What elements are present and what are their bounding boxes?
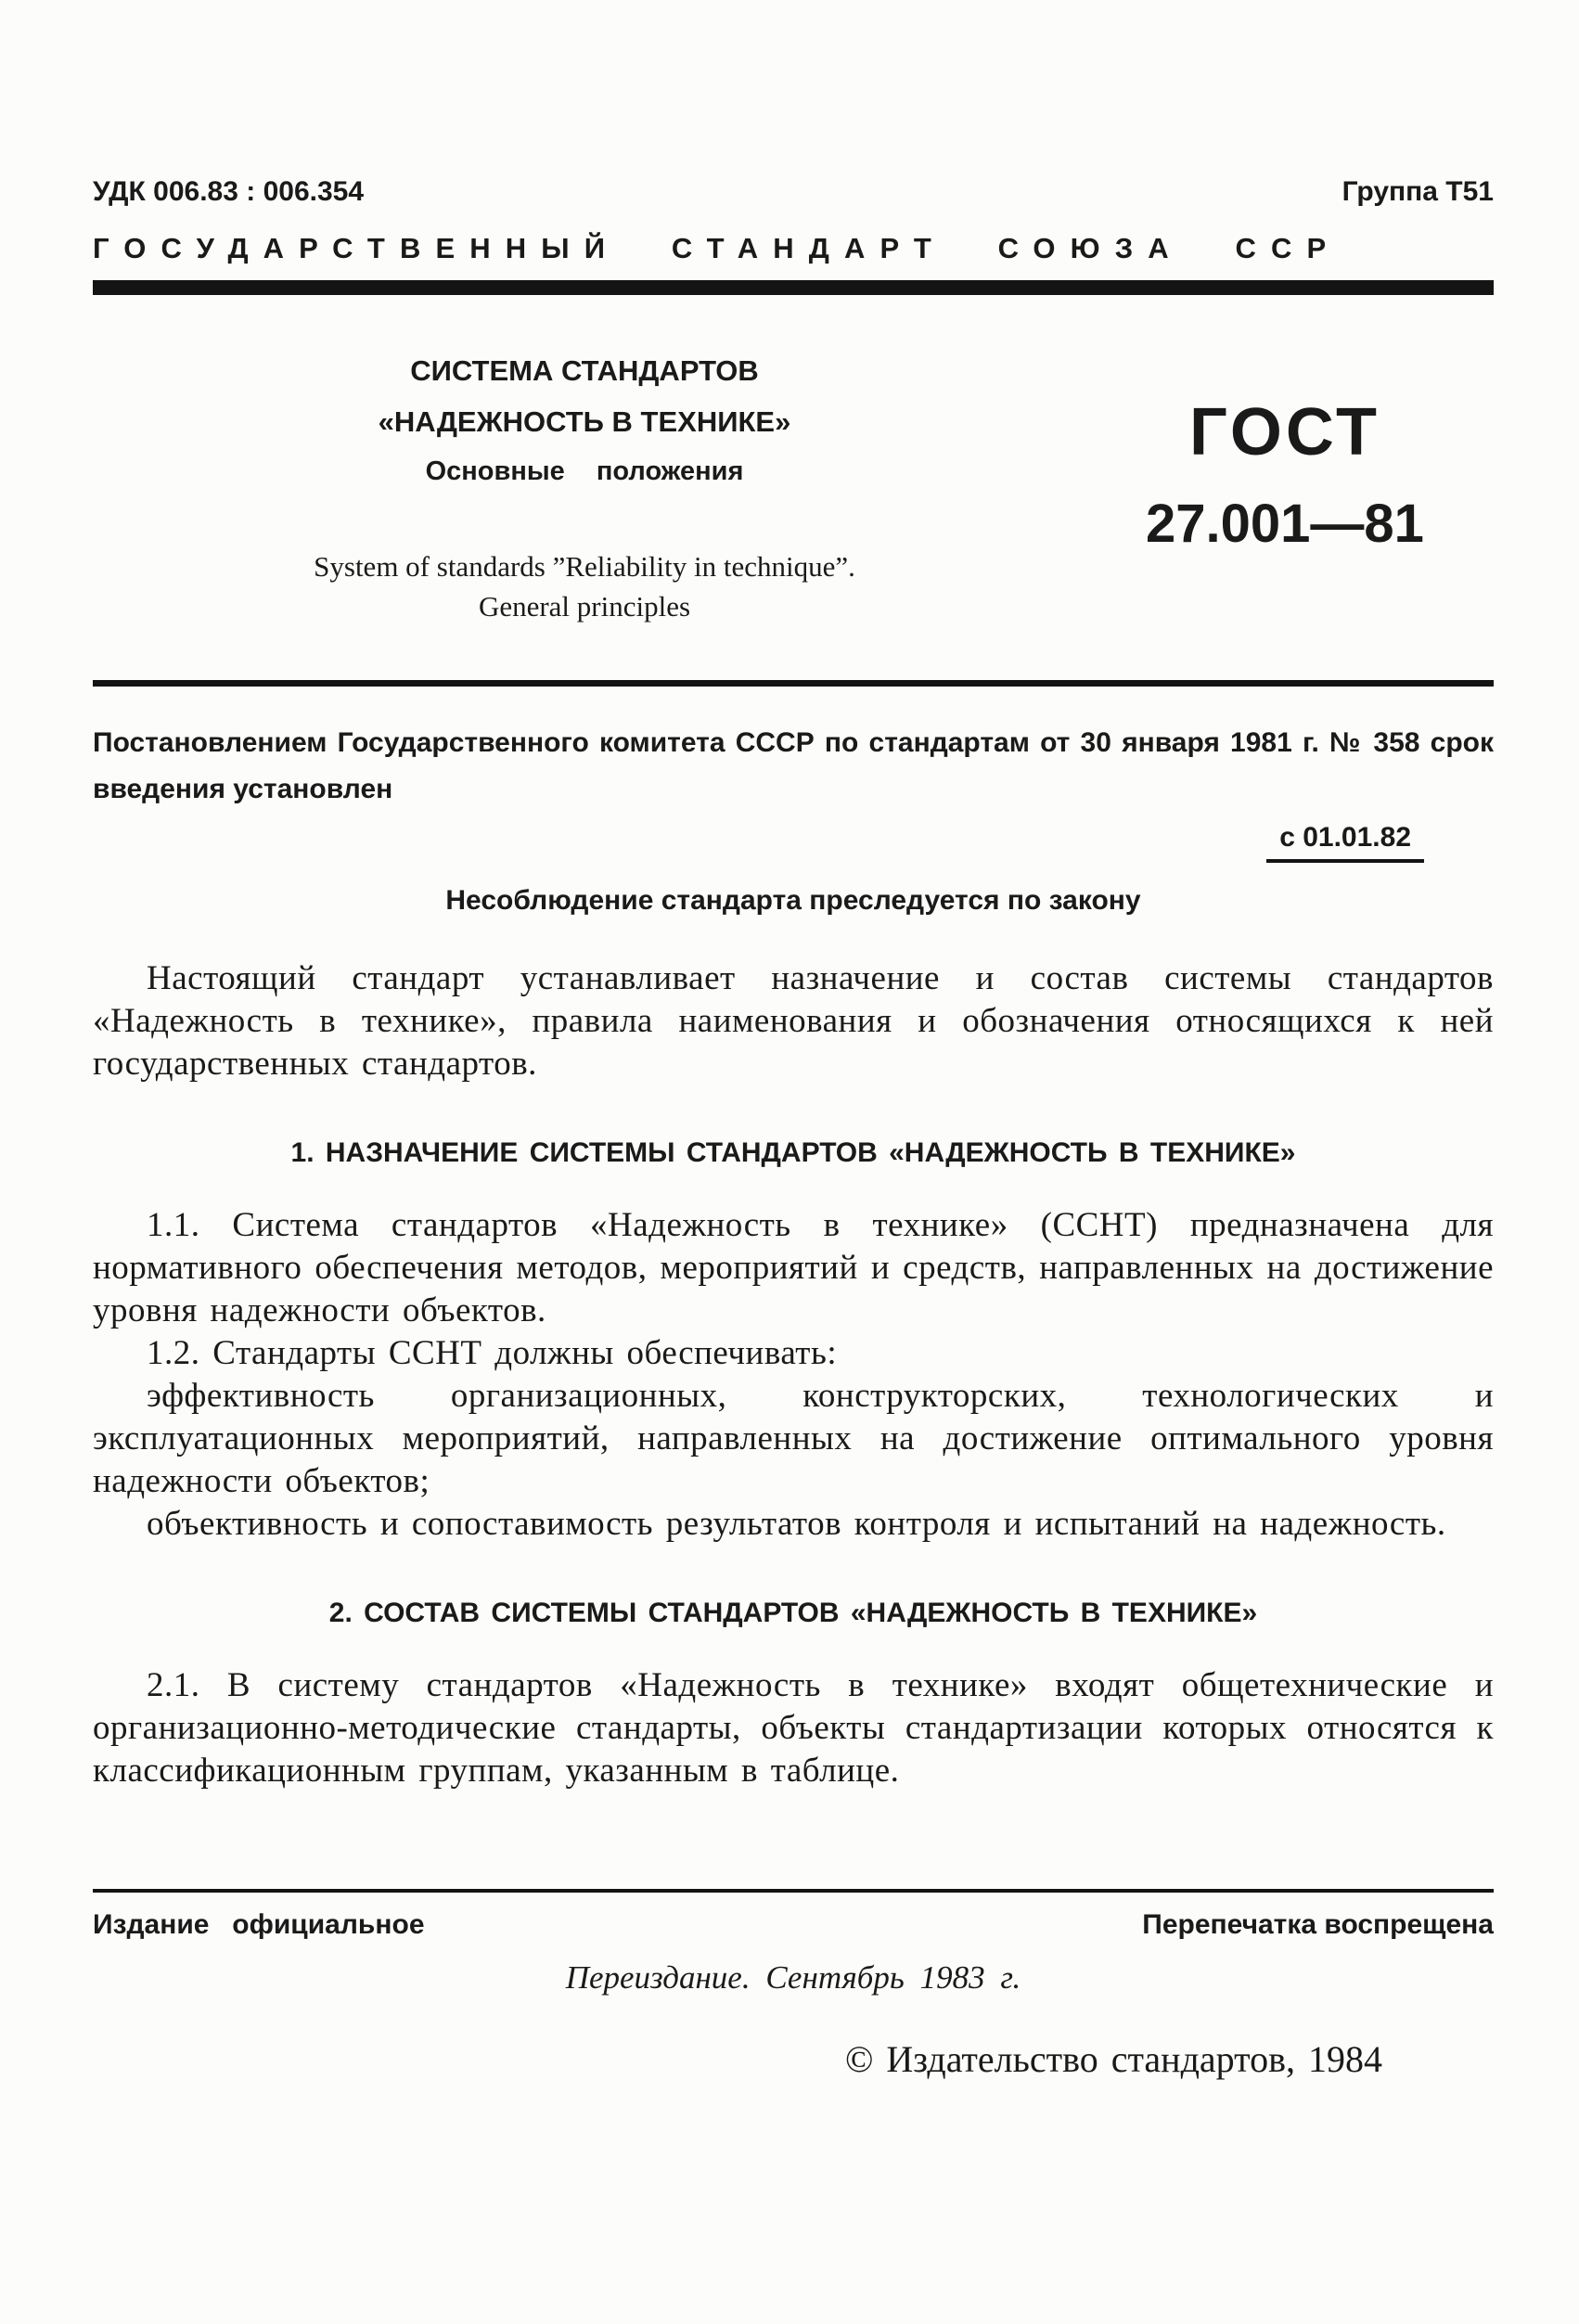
title-block — [93, 356, 1494, 626]
clause-2-1: 2.1. В систему стандартов «Надежность в технике» входят общетехнические и организационно-методические стандарты, объекты стандартизации которых относятся к классификационным группам, указанным в таблице. — [93, 1666, 1494, 1790]
title-en-line1: System of standards ”Reliability in technique”. — [314, 550, 855, 583]
gost-label: ГОСТ — [1188, 395, 1381, 469]
header-row — [93, 176, 1494, 208]
title-ru-line2: «НАДЕЖНОСТЬ В ТЕХНИКЕ» — [378, 405, 791, 438]
clause-1-1: 1.1. Система стандартов «Надежность в технике» (ССНТ) предназначена для нормативного обеспечения методов, мероприятий и средств, направленных на достижение уровня надежности объектов. — [93, 1206, 1494, 1329]
title-ru-line1: СИСТЕМА СТАНДАРТОВ — [410, 354, 759, 387]
standard-designation — [1076, 356, 1494, 626]
decree-paragraph: Постановлением Государственного комитета СССР по стандартам от 30 января 1981 г. № 358 срок введения установлен — [93, 727, 1494, 804]
reissue-note: Переиздание. Сентябрь 1983 г. — [565, 1959, 1021, 1996]
standard-banner: ГОСУДАРСТВЕННЫЙ СТАНДАРТ СОЮЗА ССР — [93, 232, 1342, 264]
clause-1-2-b: объективность и сопоставимость результатов контроля и испытаний на надежность. — [147, 1505, 1446, 1543]
section2-heading: 2. СОСТАВ СИСТЕМЫ СТАНДАРТОВ «НАДЕЖНОСТЬ В ТЕХНИКЕ» — [328, 1598, 1258, 1628]
official-edition-label: Издание официальное — [93, 1909, 425, 1940]
title-left-column — [93, 356, 1076, 626]
title-divider — [93, 680, 1494, 687]
reprint-notice: Перепечатка воспрещена — [1142, 1909, 1494, 1940]
section1-heading: 1. НАЗНАЧЕНИЕ СИСТЕМЫ СТАНДАРТОВ «НАДЕЖНОСТЬ В ТЕХНИКЕ» — [290, 1137, 1296, 1168]
footer-row — [93, 1909, 1494, 1941]
law-notice: Несоблюдение стандарта преследуется по закону — [445, 885, 1141, 916]
clause-1-2: 1.2. Стандарты ССНТ должны обеспечивать: — [147, 1334, 838, 1372]
udk-label: УДК 006.83 : 006.354 — [93, 176, 365, 207]
title-ru-line3: Основные положения — [425, 456, 744, 486]
copyright-line: © Издательство стандартов, 1984 — [844, 2038, 1382, 2080]
banner-bar-divider — [93, 280, 1494, 295]
effective-date: с 01.01.82 — [1266, 822, 1424, 863]
title-en-line2: General principles — [478, 590, 691, 623]
gost-number: 27.001—81 — [1146, 494, 1424, 554]
group-label: Группа Т51 — [1342, 176, 1494, 207]
footer-divider — [93, 1889, 1494, 1893]
effective-date-row — [93, 822, 1494, 863]
intro-paragraph: Настоящий стандарт устанавливает назначение и состав системы стандартов «Надежность в технике», правила наименования и обозначения относящихся к ней государственных стандартов. — [93, 959, 1494, 1083]
clause-1-2-a: эффективность организационных, конструкторских, технологических и эксплуатационных мероприятий, направленных на достижение оптимального уровня надежности объектов; — [93, 1377, 1494, 1500]
